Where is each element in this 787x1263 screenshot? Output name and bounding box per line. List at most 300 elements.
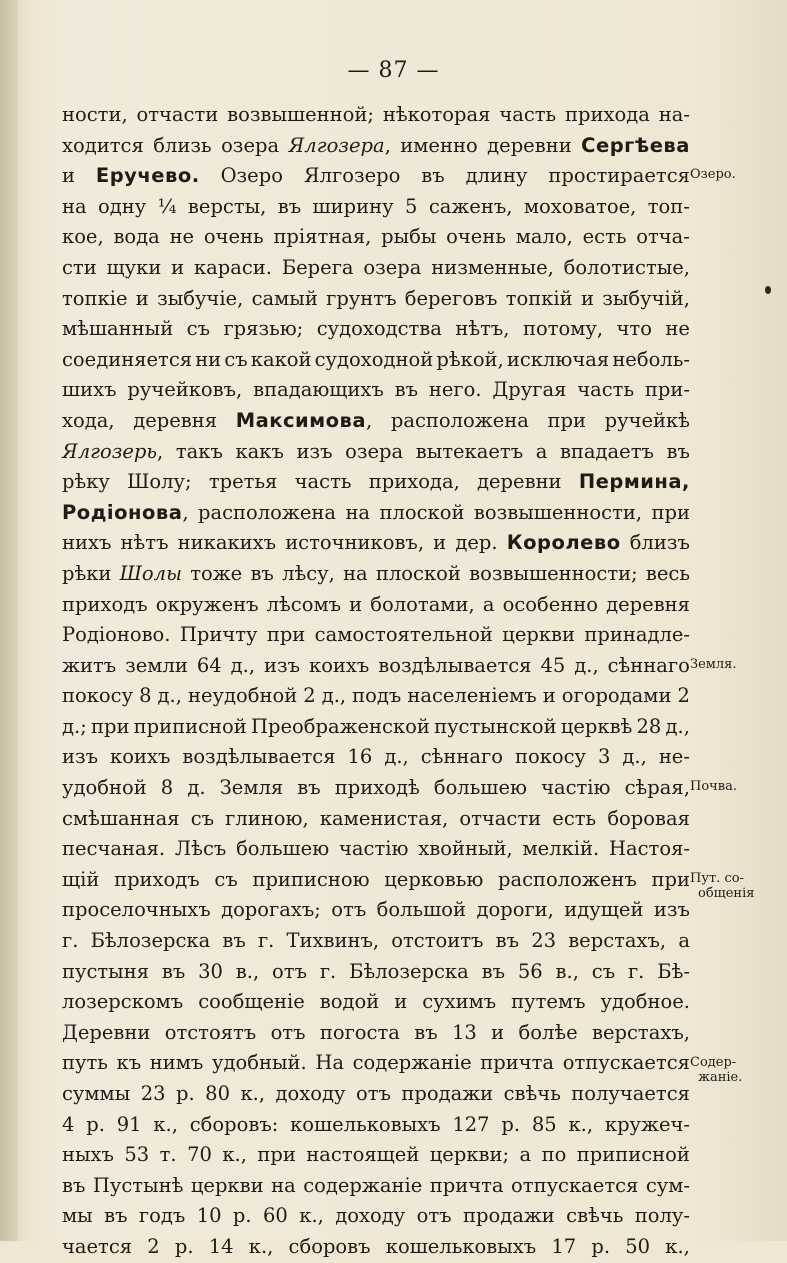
word: щуки xyxy=(106,255,162,279)
word: частію xyxy=(541,776,611,800)
word: тоже xyxy=(190,561,243,585)
word: сѣрая, xyxy=(624,776,690,800)
word: третья xyxy=(208,470,278,494)
word: приходъ xyxy=(114,867,200,891)
word: свѣчь xyxy=(503,1082,561,1105)
word: отъ xyxy=(270,1020,306,1044)
word: р. xyxy=(232,1204,252,1228)
word: грунтъ xyxy=(326,286,397,310)
word: мы xyxy=(62,1204,93,1228)
word: на xyxy=(343,561,368,585)
text-line xyxy=(62,651,690,682)
word: и xyxy=(433,531,447,555)
word: приходъ xyxy=(62,592,148,616)
word: д., xyxy=(384,745,409,769)
word: расположена xyxy=(198,500,337,524)
text-line xyxy=(62,437,690,468)
word: 56 xyxy=(517,959,543,983)
word: кошельковыхъ xyxy=(385,1234,537,1258)
word: болотами, xyxy=(370,592,475,616)
word: 30 xyxy=(198,959,223,983)
word: грязью; xyxy=(223,317,304,341)
word: съ xyxy=(224,347,248,371)
word: при xyxy=(547,408,586,432)
word: свѣчь xyxy=(566,1204,624,1228)
word: изъ xyxy=(653,898,690,922)
word: Родіоново. xyxy=(62,623,171,647)
page-spine-shadow xyxy=(0,0,18,1241)
word: боровая xyxy=(607,806,690,830)
word: изъ xyxy=(263,653,301,677)
word: кружеч- xyxy=(604,1112,690,1136)
word: часть xyxy=(577,378,635,402)
word: дороги, xyxy=(476,898,554,922)
word: 2 xyxy=(303,684,316,708)
word: Настоя- xyxy=(609,837,690,861)
word: сборовъ xyxy=(288,1234,371,1258)
word: не xyxy=(169,225,195,249)
margin-note xyxy=(690,779,785,794)
text-line xyxy=(62,620,690,651)
word: отчасти xyxy=(136,103,219,126)
word: большой xyxy=(376,898,467,922)
word: к., xyxy=(299,1204,324,1228)
word: содержаніе xyxy=(303,1173,423,1197)
word: большею xyxy=(433,776,527,800)
word: и xyxy=(580,286,594,310)
word: 70 xyxy=(187,1143,212,1167)
word: съ xyxy=(186,317,210,341)
word: к., xyxy=(665,1234,690,1258)
word: длину xyxy=(465,164,528,188)
word: простирается xyxy=(548,164,690,188)
word: въ xyxy=(481,959,505,983)
word: въ xyxy=(104,1204,128,1228)
word: возвышенности; xyxy=(469,561,638,585)
text-line xyxy=(62,1140,690,1171)
word: не- xyxy=(658,745,690,769)
word: вода xyxy=(113,225,160,249)
text-line xyxy=(62,222,690,253)
word: 45 xyxy=(540,653,566,677)
word: пустыня xyxy=(62,959,149,983)
word: часть xyxy=(294,470,352,494)
word: и xyxy=(542,684,556,708)
word: на- xyxy=(658,103,690,126)
word: ручейкѣ xyxy=(604,408,690,432)
word: суммы xyxy=(62,1082,131,1105)
word: при xyxy=(257,1143,296,1167)
word: т. xyxy=(159,1143,177,1167)
word: к., xyxy=(153,1112,178,1136)
word: песчаная. xyxy=(62,837,166,861)
word: годъ xyxy=(138,1204,186,1228)
word: Королево xyxy=(506,531,621,555)
word: съ xyxy=(214,867,238,891)
word: въ xyxy=(161,959,186,983)
word: 4 xyxy=(62,1112,75,1136)
word: источниковъ, xyxy=(285,531,425,555)
word: д., xyxy=(157,684,182,708)
word: шихъ xyxy=(62,378,117,402)
word: церковью xyxy=(384,867,484,891)
word: д., xyxy=(230,653,256,677)
word: Максимова, xyxy=(235,408,373,432)
word: Бѣлозерска xyxy=(90,929,211,953)
word: верстахъ, xyxy=(568,929,667,953)
word: Ялгозеро xyxy=(303,164,401,188)
word: мѣшанный xyxy=(62,317,174,341)
word: топкіе xyxy=(62,286,128,310)
word: изъ xyxy=(296,439,333,463)
word: 85 xyxy=(531,1112,557,1136)
word: озера xyxy=(363,255,422,279)
word: 3 xyxy=(598,745,611,769)
word: Преображенской xyxy=(250,714,430,738)
word: топкій xyxy=(505,286,573,310)
word: болѣе xyxy=(518,1020,578,1044)
word: сообщеніе xyxy=(198,990,305,1014)
word: расположена xyxy=(390,408,529,432)
word: впадаетъ xyxy=(559,439,654,463)
page-number: — 87 — xyxy=(347,58,440,83)
word: весь xyxy=(645,561,690,585)
word: ¼ xyxy=(157,194,177,218)
word: отча- xyxy=(636,225,690,249)
word: и xyxy=(171,255,185,279)
text-line xyxy=(62,590,690,621)
word: Сергѣева xyxy=(581,133,690,157)
word: въ xyxy=(421,164,445,188)
word: большею xyxy=(236,837,330,861)
word: к., xyxy=(222,1143,247,1167)
word: въ xyxy=(394,378,419,402)
word: покосу xyxy=(514,745,587,769)
word: ширину xyxy=(312,194,394,218)
text-line xyxy=(62,498,690,529)
text-line xyxy=(62,192,690,223)
margin-note xyxy=(690,871,785,901)
word: деревня xyxy=(606,592,690,616)
word: д., xyxy=(622,745,647,769)
word: прихода xyxy=(565,103,650,126)
word: 17 xyxy=(551,1234,577,1258)
margin-note-line: Пут. со- xyxy=(690,871,744,886)
word: 60 xyxy=(263,1204,288,1228)
margin-note-line: Почва. xyxy=(690,779,737,795)
word: мелкій. xyxy=(522,837,600,861)
text-line xyxy=(62,467,690,498)
word: рѣкой, xyxy=(436,347,504,371)
word: доходу xyxy=(335,1204,406,1228)
word: 50 xyxy=(625,1234,651,1258)
word: Берега xyxy=(281,255,354,279)
word: хода, xyxy=(62,408,115,432)
word: лѣсомъ xyxy=(266,592,342,616)
word: ручейковъ, xyxy=(127,378,243,402)
word: настоящей xyxy=(306,1143,420,1167)
word: по xyxy=(541,1143,567,1167)
word: возвышенности, xyxy=(473,500,643,524)
word: пріятная, xyxy=(273,225,372,249)
word: лозерскомъ xyxy=(62,990,184,1014)
word: приписной xyxy=(133,714,247,738)
word: принадле- xyxy=(584,623,690,647)
word: 2 xyxy=(147,1234,160,1258)
word: удобное. xyxy=(600,990,690,1014)
word: покосу xyxy=(62,684,134,708)
word: версты, xyxy=(187,194,267,218)
word: 127 xyxy=(452,1112,490,1136)
word: причта xyxy=(429,1173,504,1197)
margin-note xyxy=(690,167,785,182)
word: а xyxy=(535,439,548,463)
word: такъ xyxy=(175,439,223,463)
word: Причту xyxy=(179,623,258,647)
word: церкви; xyxy=(429,1143,510,1167)
ink-speck xyxy=(765,286,771,294)
word: что xyxy=(616,317,652,341)
word: Земля xyxy=(219,776,284,800)
word: сухимъ xyxy=(422,990,497,1014)
word: него. xyxy=(428,378,482,402)
word: Ялгозерь, xyxy=(62,439,164,463)
word: смѣшанная xyxy=(62,806,180,830)
word: получается xyxy=(571,1082,690,1105)
word: путемъ xyxy=(511,990,586,1014)
word: отстоитъ xyxy=(391,929,484,953)
word: къ xyxy=(116,1051,142,1075)
word: путь xyxy=(62,1051,108,1075)
word: деревни xyxy=(487,133,572,157)
word: Тихвинъ, xyxy=(286,929,380,953)
word: хвойный, xyxy=(418,837,513,861)
word: щій xyxy=(62,867,100,891)
word: частію xyxy=(339,837,409,861)
word: р. xyxy=(176,1082,195,1105)
word: продажи xyxy=(401,1082,494,1105)
word: самый xyxy=(251,286,318,310)
word: есть xyxy=(582,225,627,249)
word: Пермина, xyxy=(578,470,690,494)
word: удобной xyxy=(62,776,147,800)
word: близь xyxy=(153,133,212,157)
word: отъ xyxy=(331,898,367,922)
word: сборовъ: xyxy=(189,1112,279,1136)
text-line xyxy=(62,131,690,162)
word: Лѣсъ xyxy=(174,837,227,861)
word: причта xyxy=(480,1051,555,1075)
word: и xyxy=(135,286,149,310)
word: именно xyxy=(400,133,478,157)
word: в., xyxy=(235,959,260,983)
word: приписной xyxy=(576,1143,690,1167)
word: прихода, xyxy=(368,470,460,494)
word: дер. xyxy=(455,531,498,555)
text-line xyxy=(62,1018,690,1049)
word: съ xyxy=(591,959,616,983)
margin-note-line: Земля. xyxy=(690,656,737,672)
word: отпускается xyxy=(562,1051,690,1075)
word: На xyxy=(315,1051,344,1075)
word: житъ xyxy=(62,653,117,677)
word: деревни xyxy=(477,470,562,494)
word: водой xyxy=(319,990,380,1014)
word: 16 xyxy=(347,745,373,769)
word: г. xyxy=(257,929,275,953)
word: дорогахъ; xyxy=(221,898,321,922)
word: доходу xyxy=(275,1082,346,1105)
word: рыбы xyxy=(381,225,437,249)
word: погоста xyxy=(319,1020,400,1044)
word: воздѣлывается xyxy=(378,653,532,677)
word: возвышенной; xyxy=(227,103,374,126)
word: Другая xyxy=(492,378,567,402)
word: судоходства xyxy=(316,317,442,341)
word: низменные, xyxy=(431,255,554,279)
text-line xyxy=(62,773,690,804)
word: никакихъ xyxy=(177,531,277,555)
word: 91 xyxy=(116,1112,142,1136)
word: въ xyxy=(495,929,520,953)
word: ни xyxy=(195,347,222,371)
word: въ xyxy=(250,561,274,585)
text-line xyxy=(62,345,690,376)
word: чается xyxy=(62,1234,133,1258)
word: содержаніе xyxy=(352,1051,472,1075)
word: продажи xyxy=(462,1204,555,1228)
word: коихъ xyxy=(309,653,370,677)
word: ходится xyxy=(62,133,144,157)
text-line xyxy=(62,406,690,437)
word: рѣки xyxy=(62,561,112,585)
word: отчасти xyxy=(459,806,542,830)
word: въ xyxy=(414,1020,438,1044)
text-line xyxy=(62,926,690,957)
margin-note-line: общенія xyxy=(698,886,755,901)
word: Еручево. xyxy=(95,164,200,188)
word: ныхъ xyxy=(62,1143,114,1167)
word: приписною xyxy=(252,867,370,891)
word: 8 xyxy=(160,776,174,800)
word: окруженъ xyxy=(155,592,259,616)
word: д.; xyxy=(62,714,87,738)
word: зыбучій, xyxy=(602,286,690,310)
word: 5 xyxy=(405,194,418,218)
word: церкви xyxy=(502,623,576,647)
word: г. xyxy=(62,929,79,953)
word: расположенъ xyxy=(498,867,637,891)
word: 10 xyxy=(196,1204,222,1228)
word: самостоятельной xyxy=(314,623,493,647)
word: при xyxy=(90,714,130,738)
word: моховатое, xyxy=(523,194,637,218)
word: зыбучіе, xyxy=(157,286,244,310)
word: а xyxy=(482,592,495,616)
word: Бѣлозерска xyxy=(349,959,469,983)
word: очень xyxy=(203,225,264,249)
word: вытекаетъ xyxy=(415,439,524,463)
word: сѣннаго xyxy=(420,745,503,769)
word: и xyxy=(491,1020,505,1044)
word: приходѣ xyxy=(334,776,420,800)
text-line xyxy=(62,1171,690,1202)
word: изъ xyxy=(62,745,99,769)
word: отпускается xyxy=(511,1173,639,1197)
word: удобный. xyxy=(211,1051,307,1075)
text-line xyxy=(62,712,690,743)
word: 8 xyxy=(139,684,152,708)
word: неудобной xyxy=(187,684,298,708)
word: г. xyxy=(319,959,337,983)
word: д., xyxy=(321,684,347,708)
word: мало, xyxy=(515,225,573,249)
word: и xyxy=(394,990,408,1014)
word: р. xyxy=(501,1112,521,1136)
text-line xyxy=(62,253,690,284)
word: судоходной xyxy=(314,347,434,371)
word: нихъ xyxy=(62,531,112,555)
word: кое, xyxy=(62,225,104,249)
margin-note xyxy=(690,657,785,672)
word: соединяется xyxy=(62,347,193,371)
word: к., xyxy=(248,1234,274,1258)
word: нимъ xyxy=(149,1051,204,1075)
word: коихъ xyxy=(110,745,171,769)
word: при- xyxy=(644,378,690,402)
text-line xyxy=(62,681,690,712)
word: въ xyxy=(666,439,690,463)
word: рѣку xyxy=(62,470,110,494)
text-line xyxy=(62,284,690,315)
word: р. xyxy=(174,1234,194,1258)
word: близъ xyxy=(629,531,690,555)
word: топ- xyxy=(647,194,690,218)
text-line xyxy=(62,804,690,835)
text-line xyxy=(62,834,690,865)
word: какой xyxy=(250,347,312,371)
word: кошельковыхъ xyxy=(290,1112,441,1136)
word: нѣтъ, xyxy=(455,317,510,341)
margin-note-line: Содер- xyxy=(690,1054,737,1070)
word: деревня xyxy=(133,408,218,432)
word: нѣтъ xyxy=(120,531,169,555)
word: береговъ xyxy=(404,286,498,310)
word: 23 xyxy=(531,929,557,953)
word: воздѣлывается xyxy=(182,745,336,769)
word: Родіонова, xyxy=(62,500,189,524)
word: Шолу; xyxy=(127,470,192,494)
word: при xyxy=(651,500,690,524)
word: Бѣ- xyxy=(657,959,690,983)
text-line xyxy=(62,100,690,131)
word: озера xyxy=(345,439,404,463)
word: отъ xyxy=(272,959,307,983)
word: исключая xyxy=(506,347,610,371)
word: и xyxy=(62,164,75,188)
word: 13 xyxy=(451,1020,477,1044)
word: каменистая, xyxy=(319,806,449,830)
word: глиною, xyxy=(225,806,309,830)
word: р. xyxy=(591,1234,611,1258)
body-text xyxy=(62,100,690,1263)
word: саженъ, xyxy=(428,194,513,218)
word: д. xyxy=(187,776,206,800)
word: на xyxy=(62,194,87,218)
word: к., xyxy=(568,1112,594,1136)
word: Деревни xyxy=(62,1020,151,1044)
word: въ xyxy=(62,1173,86,1197)
